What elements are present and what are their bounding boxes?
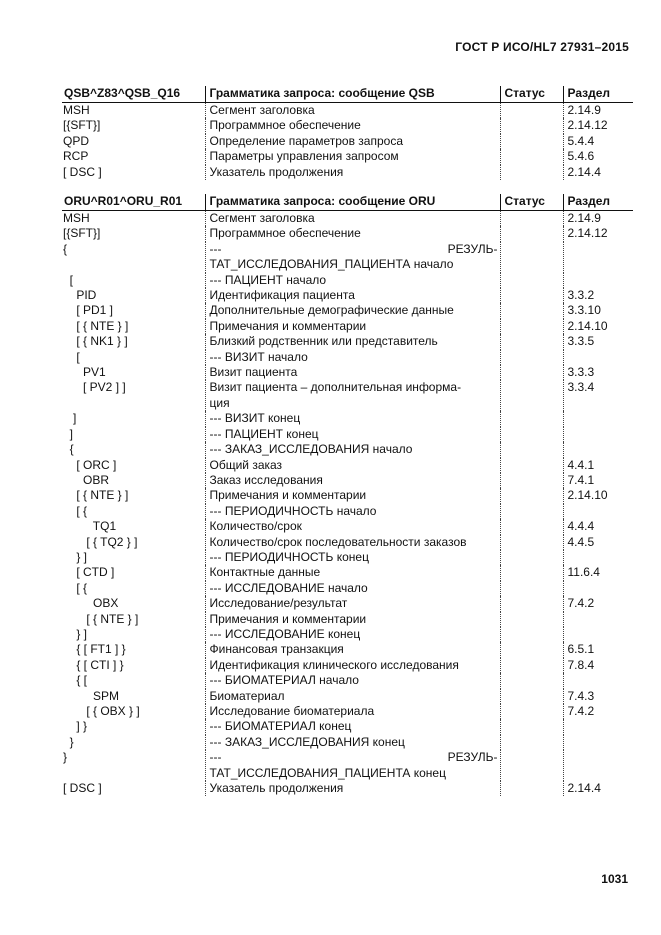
description-cell: Идентификация пациента	[205, 288, 500, 303]
description-cell: Количество/срок	[205, 519, 500, 534]
status-cell	[500, 473, 563, 488]
column-header-segment: QSB^Z83^QSB_Q16	[62, 86, 205, 103]
section-cell: 3.3.2	[563, 288, 633, 303]
description-cell: --- РЕЗУЛЬ- ТАТ_ИССЛЕДОВАНИЯ_ПАЦИЕНТА начало	[205, 242, 500, 273]
description-cell: Указатель продолжения	[205, 781, 500, 796]
section-cell: 7.4.2	[563, 596, 633, 611]
table-row	[62, 781, 633, 796]
segment-cell: [	[63, 349, 80, 364]
column-header-status: Статус	[500, 86, 563, 103]
section-cell	[563, 504, 633, 519]
table-row	[62, 612, 633, 627]
status-cell	[500, 149, 563, 164]
table-row	[62, 134, 633, 149]
oru-grammar-table	[62, 194, 633, 796]
description-cell: --- ПАЦИЕНТ начало	[205, 273, 500, 288]
segment-cell: { [ CTI ] }	[63, 657, 124, 672]
section-cell: 3.3.10	[563, 303, 633, 318]
description-cell: Идентификация клинического исследования	[205, 658, 500, 673]
segment-cell: } ]	[63, 549, 88, 564]
status-cell	[500, 273, 563, 288]
description-cell: Заказ исследования	[205, 473, 500, 488]
segment-cell: OBR	[63, 472, 110, 487]
status-cell	[500, 118, 563, 133]
section-cell: 5.4.6	[563, 149, 633, 164]
description-cell: --- ИССЛЕДОВАНИЕ начало	[205, 581, 500, 596]
section-cell: 2.14.4	[563, 781, 633, 796]
description-cell: Программное обеспечение	[205, 118, 500, 133]
segment-cell: MSH	[63, 211, 90, 225]
section-cell	[563, 350, 633, 365]
table-row	[62, 750, 633, 781]
segment-cell: [ DSC ]	[63, 164, 102, 179]
table-row	[62, 458, 633, 473]
table-row	[62, 303, 633, 318]
section-cell: 2.14.12	[563, 118, 633, 133]
description-cell: Параметры управления запросом	[205, 149, 500, 164]
status-cell	[500, 704, 563, 719]
column-header-grammar: Грамматика запроса: сообщение QSB	[205, 86, 500, 103]
column-header-section: Раздел	[563, 86, 633, 103]
status-cell	[500, 719, 563, 734]
status-cell	[500, 365, 563, 380]
status-cell	[500, 334, 563, 349]
section-cell: 7.4.2	[563, 704, 633, 719]
description-cell: Количество/срок последовательности заказов	[205, 535, 500, 550]
table-row	[62, 535, 633, 550]
section-cell: 5.4.4	[563, 134, 633, 149]
table-row	[62, 565, 633, 580]
status-cell	[500, 134, 563, 149]
status-cell	[500, 288, 563, 303]
segment-cell: [ { NTE } ]	[63, 611, 139, 626]
status-cell	[500, 535, 563, 550]
section-cell	[563, 442, 633, 457]
table-row	[62, 581, 633, 596]
status-cell	[500, 488, 563, 503]
section-cell: 7.4.3	[563, 689, 633, 704]
table-row	[62, 380, 633, 411]
table-row	[62, 689, 633, 704]
status-cell	[500, 627, 563, 642]
description-cell: Определение параметров запроса	[205, 134, 500, 149]
segment-cell: {	[63, 241, 68, 256]
status-cell	[500, 750, 563, 781]
section-cell: 2.14.9	[563, 211, 633, 227]
segment-cell: }	[63, 750, 68, 765]
segment-cell: { [	[63, 673, 88, 688]
description-cell: --- БИОМАТЕРИАЛ начало	[205, 673, 500, 688]
status-cell	[500, 442, 563, 457]
description-cell: Близкий родственник или представитель	[205, 334, 500, 349]
segment-cell: [ ORC ]	[63, 457, 117, 472]
table-row	[62, 627, 633, 642]
table-row	[62, 596, 633, 611]
segment-cell: [ { NTE } ]	[63, 488, 129, 503]
page-header: ГОСТ Р ИСО/HL7 27931–2015	[455, 40, 629, 54]
description-cell: Примечания и комментарии	[205, 488, 500, 503]
table-row	[62, 118, 633, 133]
table-row	[62, 288, 633, 303]
section-cell	[563, 719, 633, 734]
table-row	[62, 411, 633, 426]
description-cell: Сегмент заголовка	[205, 211, 500, 227]
status-cell	[500, 612, 563, 627]
table-row	[62, 103, 633, 119]
section-cell	[563, 673, 633, 688]
table-row	[62, 427, 633, 442]
section-cell	[563, 735, 633, 750]
status-cell	[500, 673, 563, 688]
table-row	[62, 273, 633, 288]
description-cell: --- РЕЗУЛЬ- ТАТ_ИССЛЕДОВАНИЯ_ПАЦИЕНТА конец	[205, 750, 500, 781]
description-cell: Визит пациента – дополнительная информа- ция	[205, 380, 500, 411]
description-cell: --- ИССЛЕДОВАНИЕ конец	[205, 627, 500, 642]
segment-cell: RCP	[63, 149, 89, 164]
segment-cell: TQ1	[63, 519, 117, 534]
status-cell	[500, 781, 563, 796]
section-cell: 7.8.4	[563, 658, 633, 673]
table-row	[62, 211, 633, 227]
description-cell: Исследование биоматериала	[205, 704, 500, 719]
description-cell: Указатель продолжения	[205, 165, 500, 180]
status-cell	[500, 427, 563, 442]
description-cell: Сегмент заголовка	[205, 103, 500, 119]
table-row	[62, 504, 633, 519]
section-cell: 3.3.5	[563, 334, 633, 349]
table-row	[62, 550, 633, 565]
column-header-grammar: Грамматика запроса: сообщение ORU	[205, 194, 500, 211]
section-cell: 11.6.4	[563, 565, 633, 580]
table-row	[62, 719, 633, 734]
table-row	[62, 334, 633, 349]
table-row	[62, 226, 633, 241]
section-cell: 3.3.4	[563, 380, 633, 411]
section-cell	[563, 612, 633, 627]
status-cell	[500, 165, 563, 180]
section-cell	[563, 750, 633, 781]
segment-cell: PV1	[63, 365, 106, 380]
segment-cell: [ { OBX } ]	[63, 704, 140, 718]
status-cell	[500, 303, 563, 318]
segment-cell: ] }	[63, 719, 88, 734]
status-cell	[500, 242, 563, 273]
column-header-segment: ORU^R01^ORU_R01	[62, 194, 205, 211]
section-cell: 7.4.1	[563, 473, 633, 488]
description-cell: Дополнительные демографические данные	[205, 303, 500, 318]
table-row	[62, 658, 633, 673]
segment-cell: } ]	[63, 626, 88, 641]
section-cell: 3.3.3	[563, 365, 633, 380]
segment-cell: ]	[63, 411, 77, 426]
description-cell: Примечания и комментарии	[205, 612, 500, 627]
description-cell: --- ПЕРИОДИЧНОСТЬ начало	[205, 504, 500, 519]
segment-cell: OBX	[63, 596, 119, 611]
section-cell	[563, 411, 633, 426]
page-number: 1031	[601, 872, 628, 886]
description-cell: Программное обеспечение	[205, 226, 500, 241]
segment-cell: [ { NK1 } ]	[63, 334, 128, 349]
table-row	[62, 642, 633, 657]
status-cell	[500, 642, 563, 657]
table-header-row	[62, 194, 633, 211]
segment-cell: MSH	[63, 103, 90, 117]
status-cell	[500, 380, 563, 411]
segment-cell: [ PD1 ]	[63, 303, 114, 318]
section-cell	[563, 627, 633, 642]
table-row	[62, 735, 633, 750]
segment-cell: [ DSC ]	[63, 781, 102, 796]
table-row	[62, 673, 633, 688]
status-cell	[500, 226, 563, 241]
table-row	[62, 473, 633, 488]
section-cell: 4.4.1	[563, 458, 633, 473]
status-cell	[500, 458, 563, 473]
table-row	[62, 165, 633, 180]
description-cell: --- ВИЗИТ начало	[205, 350, 500, 365]
segment-cell: [	[63, 272, 74, 287]
segment-cell: [ { NTE } ]	[63, 318, 129, 333]
section-cell	[563, 581, 633, 596]
segment-cell: [ CTD ]	[63, 565, 115, 580]
status-cell	[500, 211, 563, 227]
table-row	[62, 704, 633, 719]
status-cell	[500, 735, 563, 750]
status-cell	[500, 550, 563, 565]
status-cell	[500, 565, 563, 580]
status-cell	[500, 504, 563, 519]
status-cell	[500, 596, 563, 611]
section-cell: 4.4.5	[563, 535, 633, 550]
table-row	[62, 242, 633, 273]
table-row	[62, 365, 633, 380]
table-row	[62, 442, 633, 457]
status-cell	[500, 411, 563, 426]
column-header-section: Раздел	[563, 194, 633, 211]
description-cell: Контактные данные	[205, 565, 500, 580]
segment-cell: [{SFT}]	[63, 226, 101, 241]
segment-cell: ]	[63, 426, 74, 441]
description-cell: Визит пациента	[205, 365, 500, 380]
description-cell: Биоматериал	[205, 689, 500, 704]
segment-cell: {	[63, 442, 74, 457]
description-cell: --- ВИЗИТ конец	[205, 411, 500, 426]
description-cell: Исследование/результат	[205, 596, 500, 611]
segment-cell: [{SFT}]	[63, 118, 101, 133]
section-cell	[563, 427, 633, 442]
segment-cell: [ {	[63, 580, 88, 595]
section-cell: 2.14.9	[563, 103, 633, 119]
segment-cell: PID	[63, 288, 97, 303]
description-cell: Примечания и комментарии	[205, 319, 500, 334]
section-cell: 2.14.10	[563, 319, 633, 334]
section-cell	[563, 550, 633, 565]
description-cell: Общий заказ	[205, 458, 500, 473]
description-cell: --- ПЕРИОДИЧНОСТЬ конец	[205, 550, 500, 565]
segment-cell: [ { TQ2 } ]	[63, 534, 138, 549]
section-cell	[563, 273, 633, 288]
status-cell	[500, 658, 563, 673]
section-cell: 2.14.10	[563, 488, 633, 503]
description-cell: --- ПАЦИЕНТ конец	[205, 427, 500, 442]
section-cell	[563, 242, 633, 273]
description-cell: --- ЗАКАЗ_ИССЛЕДОВАНИЯ конец	[205, 735, 500, 750]
table-row	[62, 319, 633, 334]
section-cell: 4.4.4	[563, 519, 633, 534]
section-cell: 2.14.4	[563, 165, 633, 180]
segment-cell: }	[63, 734, 74, 749]
section-cell: 6.5.1	[563, 642, 633, 657]
segment-cell: QPD	[63, 133, 90, 148]
section-cell: 2.14.12	[563, 226, 633, 241]
table-row	[62, 350, 633, 365]
status-cell	[500, 519, 563, 534]
status-cell	[500, 103, 563, 119]
table-row	[62, 488, 633, 503]
segment-cell: [ {	[63, 503, 88, 518]
description-cell: --- ЗАКАЗ_ИССЛЕДОВАНИЯ начало	[205, 442, 500, 457]
table-row	[62, 149, 633, 164]
column-header-status: Статус	[500, 194, 563, 211]
segment-cell: [ PV2 ] ]	[63, 380, 126, 395]
description-cell: Финансовая транзакция	[205, 642, 500, 657]
segment-cell: SPM	[63, 688, 120, 703]
qsb-grammar-table	[62, 86, 633, 180]
description-cell: --- БИОМАТЕРИАЛ конец	[205, 719, 500, 734]
status-cell	[500, 350, 563, 365]
segment-cell: { [ FT1 ] }	[63, 642, 126, 657]
table-row	[62, 519, 633, 534]
status-cell	[500, 581, 563, 596]
table-header-row	[62, 86, 633, 103]
status-cell	[500, 319, 563, 334]
status-cell	[500, 689, 563, 704]
